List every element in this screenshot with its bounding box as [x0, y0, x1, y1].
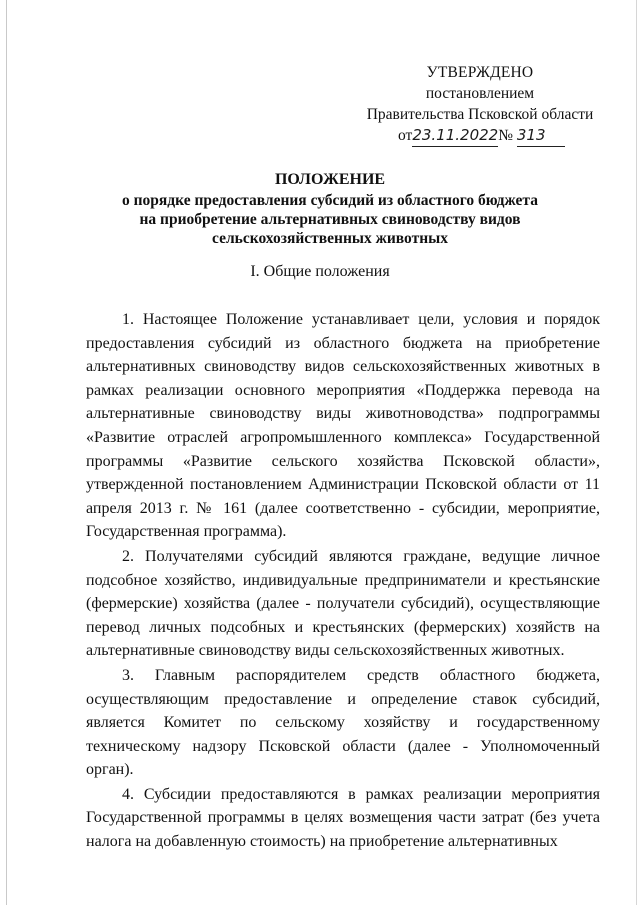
paragraph-4: 4. Субсидии предоставляются в рамках реализации мероприятия Государственной программы в целях возмещения части затрат (без учета налога на добавленную стоимость) на приобретение альтернативных — [86, 785, 600, 851]
handwritten-date: 23.11.2022 — [412, 125, 498, 147]
paragraph-3: 3. Главным распорядителем средств областного бюджета, осуществляющим предоставление и определение ставок субсидий, является Комитет по сельскому хозяйству и государственному техническому надзору Псковской области (далее - Уполномоченный орган). — [86, 666, 600, 779]
heading-title: ПОЛОЖЕНИЕ — [274, 171, 386, 188]
heading-line-3: сельскохозяйственных животных — [212, 230, 448, 247]
paragraph-1: 1. Настоящее Положение устанавливает цели, условия и порядок предоставления субсидий из областного бюджета на приобретение альтернативных свиноводству видов сельскохозяйственных животных в рамках реализации основного мероприятия «Поддержка перевода на альтернативные свиноводству виды животноводства» подпрограммы «Развитие отраслей агропромышленного комплекса» Государственной программы «Развитие сельского хозяйства Псковской области», утвержденной постановлением Администрации Псковской области от 11 апреля 2013 г. № 161 (далее соответственно - субсидии, мероприятие, Государственная программа). — [86, 311, 600, 541]
document-heading — [90, 170, 570, 248]
scan-edge-left — [6, 0, 7, 905]
document-body — [86, 308, 600, 855]
handwritten-number: 313 — [517, 125, 565, 147]
date-prefix: от — [398, 127, 413, 144]
paragraph-2: 2. Получателями субсидий являются граждане, ведущие личное подсобное хозяйство, индивидуальные предприниматели и крестьянские (фермерские) хозяйства (далее - получатели субсидий), осуществляющие перевод личных подсобных и крестьянских (фермерских) хозяйств на альтернативные свиноводству виды сельскохозяйственных животных. — [86, 547, 600, 660]
approval-line-2: Правительства Псковской области — [366, 106, 594, 123]
approval-date-line — [360, 125, 600, 147]
section-title: I. Общие положения — [250, 263, 390, 280]
approval-line-1: постановлением — [425, 85, 535, 102]
approval-stamp-block — [360, 62, 600, 147]
number-prefix: № — [498, 127, 514, 144]
approval-title: УТВЕРЖДЕНО — [426, 64, 534, 81]
scan-edge-right — [636, 0, 637, 905]
heading-line-1: о порядке предоставления субсидий из областного бюджета — [122, 192, 538, 209]
heading-line-2: на приобретение альтернативных свиноводству видов — [139, 211, 521, 228]
